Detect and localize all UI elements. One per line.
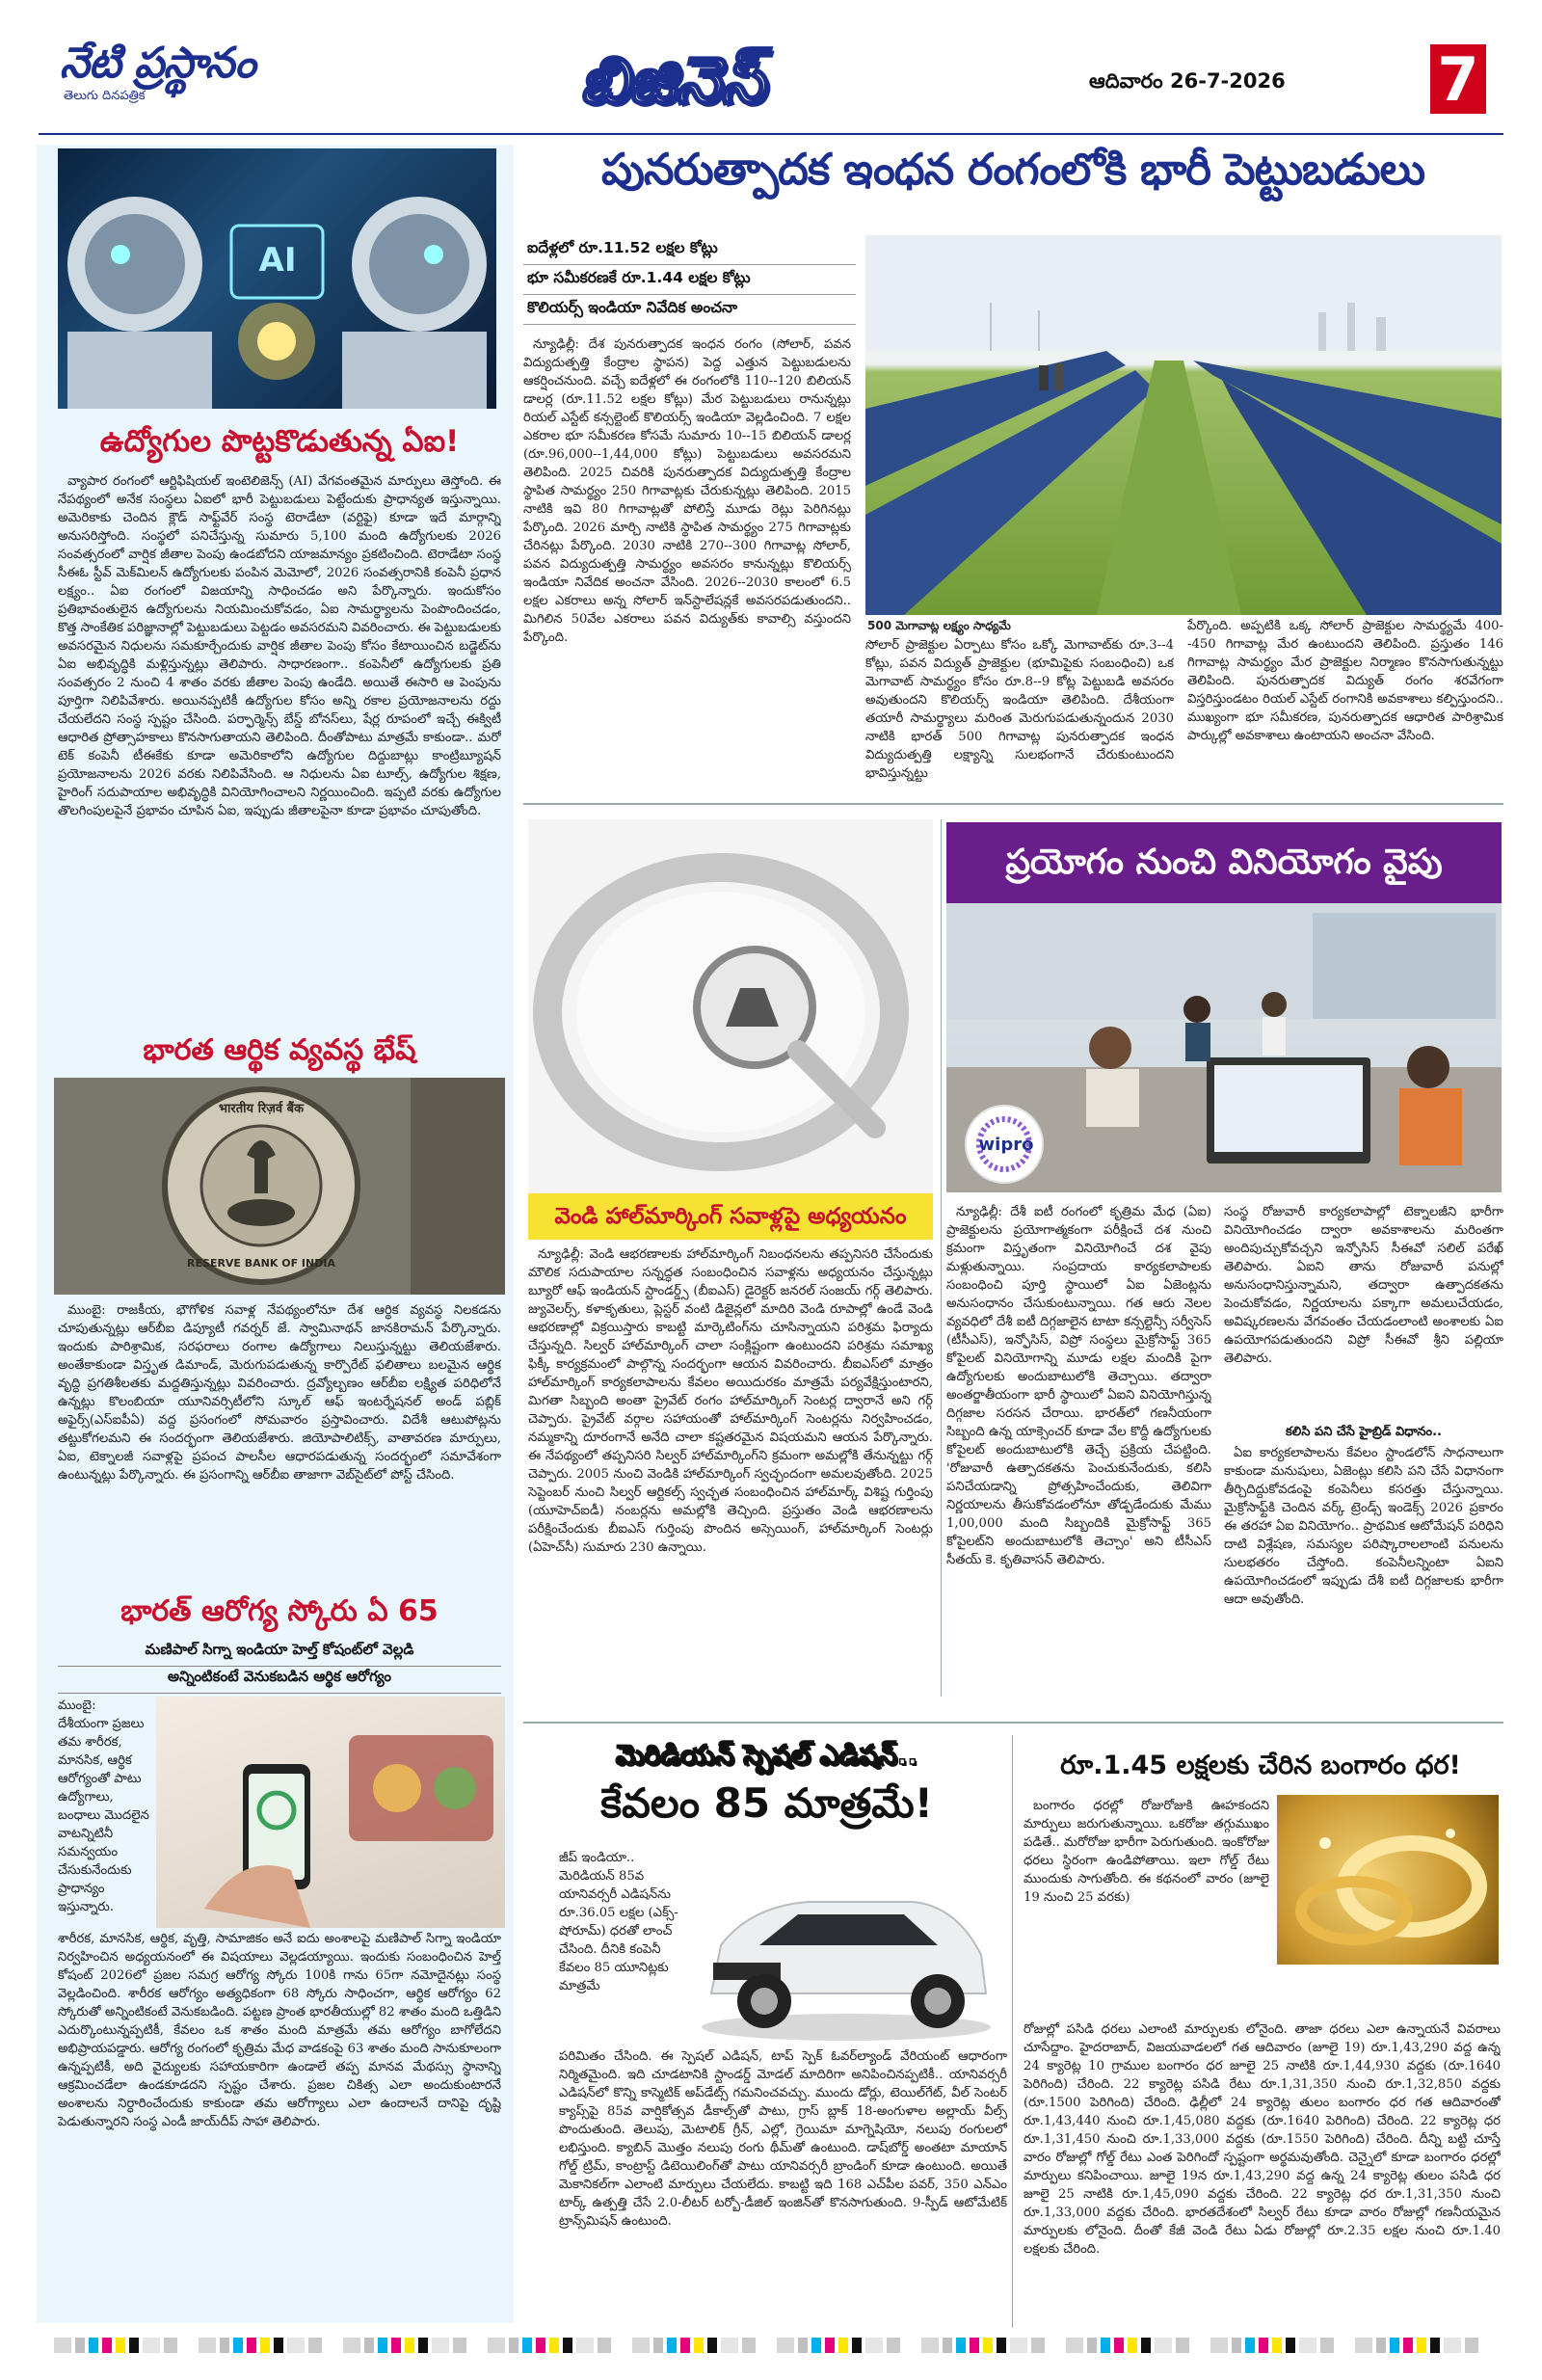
ai-robots-photo — [58, 148, 496, 409]
section-title: బిజినెస్ — [580, 43, 765, 118]
ring-magnifier-illustration — [528, 819, 933, 1195]
logo — [60, 39, 310, 106]
it-body-col2-text: సంస్థ రోజువారీ కార్యకలాపాల్లో టెక్నాలజీని భారీగా వినియోగించడం ద్వారా అవకాశాలను మరింతగా అందిపుచ్చుకోవచ్చని ఇన్ఫోసిస్ సీఈవో సలిల్ పరేఖ్ తెలిపారు. ఏఐని తాను రోజువారీ పనుల్లో అనుసంధానిస్తున్నామని, తద్వారా ఉత్పాదకతను పెంచుకోవడం, నిర్ణయాలను పక్కాగా అమలుచేయడం, అవిష్కరణలను వేగవంతం చేయడంలాంటి అంశాలకు ఏఐ ఉపయోగపడుతుందని విప్రో సీఈవో శ్రీని పల్లియా తెలిపారు. — [1224, 1205, 1503, 1366]
jeep-body-narrow — [559, 1849, 684, 2046]
ai-body — [58, 472, 501, 1026]
logo-text: నేటి ప్రస్థానం — [60, 39, 255, 88]
health-body-narrow — [58, 1697, 150, 1928]
main-body-col3 — [1187, 617, 1503, 790]
jeep-headline-2: కేవలం 85 మాత్రమే! — [600, 1779, 933, 1827]
wipro-logo: wipro — [978, 1135, 1034, 1155]
main-body-col2 — [865, 636, 1174, 790]
health-phone-photo — [156, 1697, 505, 1928]
rbi-label-top: भारतीय रिज़र्व बैंक — [218, 1102, 305, 1116]
gold-headline: రూ.1.45 లక్షలకు చేరిన బంగారం ధర! — [1060, 1751, 1461, 1780]
divider-main — [523, 803, 1503, 805]
it-subhead: కలిసి పని చేసే హైబ్రిడ్ విధానం.. — [1286, 1425, 1442, 1439]
main-subhead-2: భూ సమీకరణకే రూ.1.44 లక్షల కోట్లు — [523, 265, 856, 295]
ai-body-text: వ్యాపార రంగంలో ఆర్టిఫిషియల్ ఇంటెలిజెన్స్ (AI) వేగవంతమైన మార్పులు తెస్తోంది. ఈ నేపథ్యంలో అనేక సంస్థలు ఏఐలో భారీ పెట్టుబడులు పెట్టేందుకు ప్రాధాన్యత ఇస్తున్నాయి. అమెరికాకు చెందిన క్లౌడ్ సాఫ్ట్‌వేర్ సంస్థ టెరాడేటా (వర్టిఫై) కూడా ఇదే మార్గాన్ని అనుసరిస్తోంది. సంస్థలో పనిచేస్తున్న సుమారు 5,100 మంది ఉద్యోగులకు 2026 సంవత్సరంలో వార్షిక జీతాల పెంపు ఉండబోదని యాజమాన్యం ప్రకటించింది. టెరాడేటా సంస్థ సీఈఓ స్టీవ్ మెక్‌మిలన్ ఉద్యోగులకు పంపిన మెమోలో, 2026 సంవత్సరానికి కంపెనీ ప్రధాన లక్ష్యం.. ఏఐ రంగంలో విజయాన్ని సాధించడం అని పేర్కొన్నారు. ఇందుకోసం ప్రతిభావంతులైన ఉద్యోగులను నియమించుకోవడం, ఏఐ సామర్థ్యాలను పెంపొందించడం, కొత్త సాంకేతిక పరిజ్ఞానాల్లో పెట్టుబడులు పెట్టడం అవసరమని వివరించారు. ఈ పెట్టుబడులకు అవసరమైన నిధులను సమకూర్చేందుకు వార్షిక జీతాల పెంపు కోసం కేటాయించిన బడ్జెట్‌ను ఏఐ అభివృద్ధికి మళ్లిస్తున్నట్లు తెలిపారు. సాధారణంగా.. కంపెనీలో ఉద్యోగులకు ప్రతి సంవత్సరం 2 నుంచి 4 శాతం వరకు జీతాల పెంపు ఉండేది. అయితే ఈసారి ఆ పెంపును పూర్తిగా నిలిపివేశారు. అయినప్పటికీ ఉద్యోగుల కోసం అన్ని రకాల ప్రయోజనాలను రద్దు చేయలేదని సంస్థ స్పష్టం చేసింది. పర్ఫార్మెన్స్ బేస్డ్ బోనస్‌లు, షేర్ల రూపంలో ఇచ్చే ఈక్విటీ ఆధారిత ప్రోత్సాహకాలు కొనసాగుతాయని తెలిపింది. దీంతోపాటు మాత్రమే కాకుండా.. మరో టెక్ కంపెనీ టీఈకేకు కూడా అమెరికాలోని ఉద్యోగుల దిద్దుబాట్లు కాంట్రిబ్యూషన్ ప్రయోజనాలను 2026 వరకు నిలిపివేసింది. ఆ నిధులను ఏఐ టూల్స్, ఉద్యోగుల శిక్షణ, హైరింగ్ సదుపాయాల అభివృద్ధికి వినియోగించాలని నిర్ణయించింది. ఇప్పటి వరకు ఉద్యోగుల తొలగింపులపైనే ప్రభావం చూపిన ఏఐ, ఇప్పుడు జీతాలపైనా కూడా ప్రభావం చూపుతోంది. — [58, 474, 501, 818]
main-subhead-3: కొలియర్స్ ఇండియా నివేదిక అంచనా — [523, 295, 856, 325]
divider-silver-it — [941, 819, 942, 1697]
health-headline: భారత్ ఆరోగ్య స్కోరు ఏ 65 — [120, 1594, 439, 1628]
main-subhead-1: ఐదేళ్లలో రూ.11.52 లక్షల కోట్లు — [523, 235, 856, 265]
print-registration-bar — [54, 2338, 1490, 2353]
jeep-body-narrow-text: జీప్ ఇండియా.. మెరిడియన్ 85వ యానివర్సరీ ఎడిషన్‌ను రూ.36.05 లక్షల (ఎక్స్-షోరూమ్) ధరతో లాంచ్ చేసింది. దీనికి కంపెనీ కేవలం 85 యూనిట్లకు మాత్రమే — [559, 1851, 678, 1993]
masthead — [0, 0, 1542, 135]
health-body — [58, 1930, 501, 2315]
solar-farm-photo — [865, 235, 1502, 615]
health-body-text: శారీరక, మానసిక, ఆర్థిక, వృత్తి, సామాజికం అనే ఐదు అంశాలపై మణిపాల్ సిగ్నా ఇండియా నిర్వహించిన అధ్యయనంలో ఈ విషయాలు వెల్లడయ్యాయి. ఇందుకు సంబంధించిన హెల్త్ కోషంట్ 2026లో ప్రజల సమగ్ర ఆరోగ్య స్కోరు 100కి గాను 65గా నమోదైనట్లు సంస్థ వెల్లడించింది. శారీరక ఆరోగ్యం అత్యధికంగా 68 స్కోరు సాధించగా, ఆర్థిక ఆరోగ్యం 62 స్కోరుతో అన్నింటికంటే వెనుకబడింది. పట్టణ ప్రాంత భారతీయుల్లో 82 శాతం మంది ఒత్తిడిని ఎదుర్కొంటున్నప్పటికీ, కేవలం ఒక శాతం మంది మాత్రమే తమ ఆరోగ్యం బాగోలేదని అభిప్రాయపడ్డారు. ఆరోగ్య రంగంలో కృత్రిమ మేధ వాడకంపై 63 శాతం మంది సానుకూలంగా ఉన్నప్పటికీ, అది వైద్యులకు సహాయకారిగా ఉండాలే తప్ప మానవ మేథస్సు స్థానాన్ని ఆక్రమించడేలా ఉండకూడదని స్పష్టం చేశారు. ప్రజల చికిత్స ఎలా అందుకుంటారనే అంశాలను నిర్ధారించేందుకు కాకుండా తమ ఆరోగ్యాలు ఎలా ఉందాలనే దానిపై దృష్టి పెడుతున్నారని సంస్థ ఎండీ జాయ్‌దీప్ సాహా తెలిపారు. — [58, 1932, 501, 2129]
gold-body-text: రోజుల్లో పసిడి ధరలు ఎలాంటి మార్పులకు లోనైంది. తాజా ధరలు ఎలా ఉన్నాయనే వివరాలు చూసేద్దాం. హైదరాబాద్, విజయవాడలలో గత ఆదివారం (జూలై 19) రూ.1,43,290 వద్ద ఉన్న 24 క్యారెట్ల 10 గ్రాముల బంగారం ధర జూలై 25 నాటికి రూ.1,44,930 వద్దకు (రూ.1640 పెరిగింది) చేరింది. 22 క్యారెట్ల పసిడి రేటు రూ.1,31,350 నుంచి రూ.1,32,850 వద్దకు (రూ.1500 పెరిగింది) చేరింది. ఢిల్లీలో 24 క్యారెట్ల తులం బంగారం ధర గత ఆదివారంతో రూ.1,43,440 నుంచి రూ.1,45,080 వద్దకు (రూ.1640 పెరిగింది) చేరింది. 22 క్యారెట్ల ధర రూ.1,31,450 నుంచి రూ.1,33,000 వద్దకు (రూ.1550 పెరిగింది) చేరింది. దీన్ని బట్టి చూస్తే వారం రోజుల్లో గోల్డ్ రేటు ఎంత పెరిగిందో స్పష్టంగా అర్థమవుతోంది. చెన్నైలో కూడా బంగారం ధరల్లో మార్పులు కనిపించాయి. జూలై 19న రూ.1,43,290 వద్ద ఉన్న 24 క్యారెట్ల తులం పసిడి ధర జూలై 25 నాటికి రూ.1,45,090 వద్దకు చేరింది. 22 క్యారెట్ల ధర రూ.1,31,350 నుంచి రూ.1,33,000 వద్దకు చేరింది. భారతదేశంలో సిల్వర్ రేటు కూడా వారం రోజుల్లో గణనీయమైన మార్పులకు లోనైంది. దీంతో కేజీ వెండి రేటు ఏడు రోజుల్లో రూ.2.35 లక్షల నుంచి రూ.1.40 లక్షలకు చేరింది. — [1024, 2022, 1501, 2257]
main-body-col1 — [523, 335, 851, 787]
silver-body-text: న్యూఢిల్లీ: వెండి ఆభరణాలకు హాల్‌మార్కింగ్ నిబంధనలను తప్పనిసరి చేసేందుకు మౌలిక సదుపాయాల సన్నద్ధత సంబంధించిన సవాళ్లను అధ్యయనం చేస్తున్నట్లు బ్యూరో ఆఫ్ ఇండియన్ స్టాండర్డ్స్ (బీఐఎస్) డైరెక్టర్ జనరల్ సంజయ్ గర్గ్ తెలిపారు. జ్యువెలర్స్, కళాకృతులు, ప్లెస్టర్ వంటి డిజైన్లలో మాదిరి వెండి రూపాల్లో ఉండే వెండి ఆభరణాల్లో విక్రయిస్తారు కాబట్టి మార్కెటింగ్‌ను చూసిన్నాయని పరిశ్రమ ఫిర్యాదు చేస్తున్నది. సిల్వర్ హాల్‌మార్కింగ్ చాలా సంక్లిష్టంగా ఉంటుందని పరిశ్రమ సమాఖ్య ఫిక్కీ కార్యక్రమంలో పాల్గొన్న సందర్భంగా ఆయన వివరించారు. బీఐఎస్‌లో మాత్రం హాల్‌మార్కింగ్ కార్యకలాపాలను కేవలం అయిదురకం మాత్రమే పర్యవేక్షిస్తుంటారని, మిగతా సిబ్బంది అంతా ప్రైవేట్ రంగం హాల్‌మార్కింగ్ సెంటర్ల ద్వారానే అని గర్గ్ చెప్పారు. ప్రైవేట్ వర్గాల సహాయంతో హాల్‌మార్కింగ్ సెంటర్లను నిర్వహించడం, నమ్మకాన్ని దూరంగానే అనేది చాలా కష్టతరమైన విషయమని ఆయన పేర్కొన్నారు. ఈ నేపథ్యంలో తప్పనిసరి సిల్వర్ హాల్‌మార్కింగ్‌ని క్రమంగా అమల్లోకి తేనున్నట్టు గర్గ్ చెప్పారు. 2005 నుంచి వెండికి హాల్‌మార్కింగ్ స్వచ్ఛందంగా అమలవుతోంది. 2025 సెప్టెంబర్ నుంచి సిల్వర్ ఆర్టికల్స్ స్వచ్ఛత సంబంధించిన హాల్‌మార్క్ విశిష్ట గుర్తింపు (యూహెచ్‌ఐడీ) నంబర్లను అమల్లోకి తెచ్చింది. ప్రస్తుతం వెండి ఆభరణాలను పరీక్షించేందుకు బీఐఎస్ గుర్తింపు పొందిన అస్సెయింగ్, హాల్‌మార్కింగ్ సెంటర్లు (ఏహెచ్‌సీ) సుమారు 230 ఉన్నాయి. — [528, 1247, 933, 1555]
silver-headline: వెండి హాల్‌మార్కింగ్ సవాళ్లపై అధ్యయనం — [528, 1193, 933, 1240]
main-headline: పునరుత్పాదక ఇంధన రంగంలోకి భారీ పెట్టుబడులు — [600, 144, 1425, 195]
suv-illustration — [692, 1849, 1000, 2046]
it-body-col2b-text: ఏఐ కార్యకలాపాలను కేవలం స్టాండలోన్ సాధనాలుగా కాకుండా మనుషులు, ఏజెంట్లు కలిసి పని చేసే విధానంగా తీర్చిదిద్దుకోవడంపై కంపెనీలు కసరత్తు చేస్తున్నాయి. మైక్రోసాఫ్ట్‌కి చెందిన వర్క్ ట్రెండ్స్ ఇండెక్స్ 2026 ప్రకారం ఈ తరహా ఏఐ వినియోగం.. ప్రాథమిక ఆటోమేషన్ పరిధిని దాటి విశ్లేషణ, సమస్యల పరిష్కారాలలాంటి పనులను సులభతరం చేస్తోంది. కంపెనీలన్నింటా ఏఐని ఉపయోగించడంలో ఇప్పుడు దేశీ ఐటీ దిగ్గజాలకు భారీగా ఆదా అవుతోంది. — [1224, 1446, 1503, 1607]
gold-rings-illustration — [1277, 1795, 1499, 1965]
solar-panels-illustration — [865, 235, 1502, 615]
jeep-headline-1: మెరిడియన్ స్పెషల్ ఎడిషన్.. — [615, 1739, 918, 1771]
divider-jeep-gold — [1012, 1735, 1013, 2328]
health-body-narrow-text: ముంబై: దేశీయంగా ప్రజలు తమ శారీరక, మానసిక, ఆర్థిక ఆరోగ్యంతో పాటు ఉద్యోగాలు, బంధాలు మొదలైన వాటన్నిటినీ సమన్వయం చేసుకునేందుకు ప్రాధాన్యం ఇస్తున్నారు. — [58, 1698, 149, 1914]
office-wipro-photo — [946, 903, 1502, 1192]
divider-bottom — [523, 1722, 1503, 1724]
jeep-body-text: పరిమితం చేసింది. ఈ స్పెషల్ ఎడిషన్, టాప్ స్పెక్ ఓవర్‌ల్యాండ్ వేరియంట్ ఆధారంగా నిర్మితమైంది. ఇది చూడటానికి స్టాండర్డ్ మోడల్ మాదిరిగా అనిపించినప్పటికీ.. యానివర్సరీ ఎడిషన్‌లో కొన్ని కాస్మెటిక్ అప్‌డేట్స్ గమనించవచ్చు. ముందు డోర్లు, టెయిల్‌గేట్, వీల్ సెంటర్ క్యాప్స్‌పై 85వ వార్షికోత్సవ డీకాల్స్‌తో పాటు, గ్రాస్ బ్లాక్ 18-అంగుళాల అల్లాయ్ వీల్స్ పొందుతుంది. తెలుపు, మెటాలిక్ గ్రీన్, ఎల్లో, గ్రెయిమా మాగ్నెషియో, నలుపు రంగులలో లభిస్తుంది. క్యాబిన్ మొత్తం నలుపు రంగు థీమ్‌తో ఉంటుంది. డాష్‌బోర్డ్ అంతటా మాయాన్ గోల్డ్ ట్రిమ్, కాంట్రాస్ట్ డిటెయిలింగ్‌తో పాటు యానివర్సరీ బ్రాండింగ్ కూడా ఉంటుంది. అయితే మెకానికల్‌గా ఎలాంటి మార్పులు చేయలేదు. కాబట్టి ఇది 168 ఎచ్‌పీల పవర్, 350 ఎన్ఎం టార్క్ ఉత్పత్తి చేసే 2.0-లీటర్ టర్బో-డీజిల్ ఇంజిన్‌తో కొనసాగుతుంది. 9-స్పీడ్ ఆటోమేటిక్ ట్రాన్స్‌మిషన్ ఉంటుంది. — [559, 2049, 1007, 2229]
main-body-col2-text: సోలార్ ప్రాజెక్టుల ఏర్పాటు కోసం ఒక్కో మెగావాట్‌కు రూ.3--4 కోట్లు, పవన విద్యుత్ ప్రాజెక్టుల (భూమిపైకు సంబంధించి) ఒక మెగావాట్ సామర్థ్యం కోసం రూ.8--9 కోట్ల పెట్టుబడి అవసరం అవుతుందని కొలియర్స్ ఇండియా తెలిపింది. దేశీయంగా తయారీ సామర్థ్యాలు మరింత మెరుగుపడుతున్నందున 2030 నాటికి భారత్ 500 గిగావాట్ల పునరుత్పాదక ఇంధన విద్యుదుత్పత్తి లక్ష్యాన్ని సులభంగానే చేరుకుంటుందని భావిస్తున్నట్టు — [865, 638, 1174, 781]
rbi-label-bottom: RESERVE BANK OF INDIA — [187, 1257, 335, 1270]
main-body-col3-text: పేర్కొంది. అప్పటికి ఒక్క సోలార్ ప్రాజెక్టుల సామర్థ్యమే 400--450 గిగావాట్ల మేర ఉంటుందని తెలిపింది. ప్రస్తుతం 146 గిగావాట్ల సామర్థ్యం మేర ప్రాజెక్టుల నిర్మాణం కొనసాగుతున్నట్టు తెలిపింది. పునరుత్పాదక విద్యుత్ రంగం శరవేగంగా విస్తరిస్తుండటం రియల్ ఎస్టేట్ రంగానికి అవకాశాలు కల్పిస్తుందని.. ముఖ్యంగా భూ సమీకరణ, పునరుత్పాదక ఆధారిత పారిశ్రామిక పార్కుల్లో అవకాశాలు ఉంటాయని అంచనా వేసింది. — [1187, 619, 1503, 743]
health-subhead-1: మణిపాల్ సిగ్నా ఇండియా హెల్త్ కోషంట్‌లో వెల్లడి — [58, 1641, 501, 1667]
economy-headline: భారత ఆర్థిక వ్యవస్థ భేష్ — [143, 1033, 416, 1067]
phone-hand-illustration — [156, 1697, 505, 1928]
issue-date: ఆదివారం 26-7-2026 — [1089, 69, 1286, 93]
gold-jewellery-photo — [1277, 1795, 1499, 1965]
ai-headline: ఉద్యోగుల పొట్టకొడుతున్న ఏఐ! — [99, 424, 460, 459]
main-body-col1-text: న్యూఢిల్లీ: దేశ పునరుత్పాదక ఇంధన రంగం (సోలార్, పవన విద్యుదుత్పత్తి కేంద్రాల స్థాపన) పెద్ద ఎత్తున పెట్టుబడులను ఆకర్షించనుంది. వచ్చే ఐదేళ్లలో ఈ రంగంలోకి 110--120 బిలియన్ డాలర్ల (రూ.11.52 లక్షల కోట్లు) మేర పెట్టుబడులు రానున్నట్లు రియల్ ఎస్టేట్ కన్సల్టెంట్ కొలియర్స్ ఇండియా వెల్లడించింది. 7 లక్షల ఎకరాల భూ సమీకరణ కోసమే సుమారు 10--15 బిలియన్ డాలర్ల (రూ.96,000--1,44,000 కోట్లు) పెట్టుబడులు అవసరమని తెలిపింది. 2025 చివరికి పునరుత్పాదక విద్యుదుత్పత్తి కేంద్రాల స్థాపిత సామర్థ్యం 250 గిగావాట్లకు చేరుకున్నట్లు తెలిపింది. 2015 నాటికి ఇవి 80 గిగావాట్లతో పోలిస్తే మూడు రెట్లు పెరిగినట్లు పేర్కొంది. 2026 మార్చి నాటికి స్థాపిత సామర్థ్యం 275 గిగావాట్లకు చేరినట్లు పేర్కొంది. 2030 నాటికి 270--300 గిగావాట్ల సోలార్, పవన విద్యుదుత్పత్తి సామర్థ్యం అవసరం కానున్నట్లు కొలియర్స్ ఇండియా నివేదిక అంచనా వేసింది. 2026--2030 కాలంలో 6.5 లక్షల ఎకరాలు అన్న సోలార్ ఇన్‌స్టాలేషన్లకే అవసరపడుతుందని.. మిగిలిన 50వేల ఎకరాలు పవన విద్యుత్‌కు కావాల్సి వస్తుందని పేర్కొంది. — [523, 337, 851, 645]
ai-chip-label: AI — [258, 241, 297, 280]
main-subheads — [523, 235, 856, 325]
economy-body-text: ముంబై: రాజకీయ, భౌగోళిక సవాళ్ల నేపథ్యంలోనూ దేశ ఆర్థిక వ్యవస్థ నిలకడను చూపుతున్నట్లు ఆర్‌బీఐ డిప్యూటీ గవర్నర్ జే. స్వామినాథన్ జానకిరామన్ పేర్కొన్నారు. ఇందుకు పారిశ్రామిక, సరఫరాలు రంగాల ఉద్యోగాలు నిలుస్తున్నట్టు తెలియజేశారు. అంతేకాకుండా విస్తృత డిమాండ్, మెరుగుపడుతున్న కార్పొరేట్ ఫలితాలు బలమైన ఆర్థిక వృద్ధి ప్రగతిశీలతకు మద్దతిస్తున్నట్లు వివరించారు. ద్రవ్యోల్బణం ఆర్‌బీఐ లక్ష్యిత పరిధిలోనే ఉన్నట్లు కొలంబియా యూనివర్సిటీలోని స్కూల్ ఆఫ్ ఇంటర్నేషనల్ అండ్ పబ్లిక్ అఫైర్స్(ఎస్‌ఐపీఏ) వద్ద ప్రసంగంలో సోమవారం ప్రస్తావించారు. విదేశీ ఆటుపోట్లను తట్టుకోగలమని ఈ సందర్భంగా తెలియజేశారు. జియోపాలిటిక్స్, వాతావరణ మార్పులు, ఏఐ, టెక్నాలజీ సవాళ్లపై ప్రపంచ పాలసీల ఆధారపడుతున్న సందర్భంలో సమావేశంగా ఉంటున్నట్లు పేర్కొన్నారు. ఈ ప్రసంగాన్ని ఆర్‌బీఐ తాజాగా వెబ్‌సైట్‌లో పోస్ట్ చేసింది. — [58, 1303, 501, 1483]
it-headline: ప్రయోగం నుంచి వినియోగం వైపు — [946, 822, 1502, 903]
it-body-col1 — [946, 1203, 1211, 1697]
page-number: 7 — [1430, 44, 1486, 114]
solar-photo-caption: 500 మెగావాట్ల లక్ష్యం సాధ్యమే — [867, 619, 1011, 632]
gold-body — [1024, 2020, 1501, 2327]
economy-body — [58, 1301, 501, 1586]
silver-ring-photo — [528, 819, 933, 1195]
jeep-car-photo — [692, 1849, 1000, 2046]
it-body-col1-text: న్యూఢిల్లీ: దేశీ ఐటీ రంగంలో కృత్రిమ మేధ (ఏఐ) ప్రాజెక్టులను ప్రయోగాత్మకంగా పరీక్షించే దశ నుంచి క్రమంగా విస్తృతంగా వినియోగించే దశ వైపు మళ్లుతున్నాయి. సంప్రదాయ కార్యకలాపాలకు సంబంధించి పూర్తి స్థాయిలో ఏఐ ఏజెంట్లను అనుసంధానం చేసుకుంటున్నాయి. గత ఆరు నెలల వ్యవధిలో దేశీ ఐటీ దిగ్గజాలైన టాటా కన్సల్టెన్సీ సర్వీసెస్ (టీసీఎస్), ఇన్ఫోసిస్, విప్రో సంస్థలు మైక్రోసాఫ్ట్ 365 కోపైలట్ వినియోగాన్ని మూడు లక్షల మందికి పైగా ఉద్యోగులకు అందుబాటులోకి తెచ్చాయి. తద్వారా అంతర్జాతీయంగా భారీ స్థాయిలో ఏఐని వినియోగిస్తున్న దిగ్గజాల సరసన చేరాయి. భారత్‌లో గణనీయంగా సిబ్బంది ఉన్న యాక్సెంచర్ కూడా వేల కొద్దీ ఉద్యోగులకు కోపైలట్ అందుబాటులోకి తెచ్చే ప్రక్రియ చేపట్టింది. 'రోజువారీ ఉత్పాదకతను పెంచుకునేందుకు, కలిసి పనిచేయడాన్ని ప్రోత్సహించేందుకు, తెలివిగా నిర్ణయాలను తీసుకోవడంలోనూ తోడ్పడేందుకు మేము 1,00,000 మంది సిబ్బందికి మైక్రోసాఫ్ట్ 365 కోపైలట్‌ని అందుబాటులోకి తెచ్చాం' అని టీసీఎస్ సీతయ్ కె. కృతివాసన్ తెలిపారు. — [946, 1205, 1211, 1567]
health-subhead-2: అన్నింటికంటే వెనుకబడిన ఆర్థిక ఆరోగ్యం — [58, 1668, 501, 1694]
color-registration-marks — [54, 2338, 1490, 2353]
jeep-body — [559, 2047, 1007, 2327]
it-body-col2 — [1224, 1203, 1503, 1423]
logo-subtitle: తెలుగు దినపత్రిక — [64, 89, 146, 103]
masthead-rule — [39, 133, 1503, 135]
silver-body — [528, 1245, 933, 1698]
it-body-col2b — [1224, 1444, 1503, 1697]
gold-body-narrow — [1024, 1797, 1269, 2019]
gold-body-narrow-text: బంగారం ధరల్లో రోజురోజుకి ఊహకందని మార్పులు జరుగుతున్నాయి. ఒకరోజు తగ్గుముఖం పడితే.. మరోరోజు భారీగా పెరుగుతుంది. ఇంకోరోజు ధరలు స్థిరంగా ఉండిపోతాయి. ఇలా గోల్డ్ రేటు ముందుకు సాగుతోంది. ఈ కథనంలో వారం (జూలై 19 నుంచి 25 వరకు) — [1024, 1799, 1269, 1905]
rbi-photo — [54, 1078, 505, 1295]
